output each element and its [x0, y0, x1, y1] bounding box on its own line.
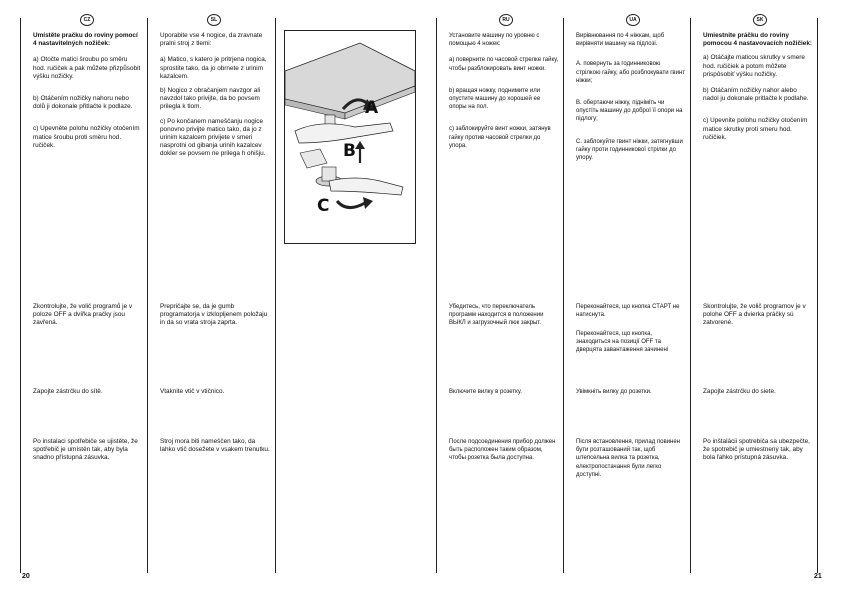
instructions-block	[703, 32, 813, 146]
column-ru	[449, 32, 559, 552]
socket-note: После подсоединения прибор должен быть расположен таким образом, чтобы розетка была доступна.	[449, 439, 556, 462]
language-badge-ua: UA	[626, 14, 640, 26]
check-text: Переконайтеся, що кнопка СТАРТ не натиснута.	[576, 304, 680, 319]
page-number: 21	[814, 573, 822, 580]
instruction-step-b: b) вращая ножку, поднимите или опустите машину до хорошей ее опоры на пол.	[449, 87, 541, 111]
instruction-step-c: c) заблокируйте винт ножки, затянув гайку против часовой стрелки до упора.	[449, 126, 551, 149]
column-sl	[160, 32, 272, 552]
instruction-step-a: a) Otáčajte maticou skrutky v smere hod. ručičiek a potom môžete prispôsobiť výšku nožičky.	[703, 54, 805, 78]
column-divider	[563, 18, 564, 573]
check-text: Убедитесь, что переключатель программ находится в положении ВЫКЛ и загрузочный люк закрыт.	[449, 304, 544, 327]
language-badge-ru: RU	[499, 14, 513, 26]
instruction-step-b: b) Otáčaním nožičky nahor alebo nadol ju dokonale pritlačte k podlahe.	[703, 87, 809, 103]
instructions-block	[449, 32, 559, 154]
plug-text: Zapojte zástrčku do siete.	[703, 388, 776, 395]
socket-note: Po instalaci spotřebiče se ujistěte, že spotřebič je umístěn tak, aby byla snadno přístupná zásuvka.	[33, 438, 138, 462]
socket-note: Po inštalácii spotrebiča sa ubezpečte, že spotrebič je umiestnený tak, aby bola ľahko prístupná zásuvka.	[703, 438, 810, 462]
column-cz	[33, 32, 141, 552]
leveling-illustration	[285, 31, 415, 243]
column-sk	[703, 32, 813, 552]
right-margin-line	[817, 18, 818, 573]
column-ua	[576, 32, 686, 552]
figure-label-c: C	[317, 196, 330, 216]
check-text: Zkontrolujte, že volič programů je v poloze OFF a dvířka pračky jsou zavřená.	[33, 303, 133, 327]
language-badge-sl: SL	[207, 14, 221, 26]
right-page	[421, 0, 842, 595]
instruction-step-a: A. повернуть за годинниковою стрілкою гайку, або розблокувати гвинт ніжки;	[576, 61, 685, 84]
check-text-2: Переконайтеся, що кнопка, знаходиться на позиції OFF та дверцята завантаження зачинені	[576, 331, 669, 354]
column-divider	[275, 18, 276, 573]
instruction-intro: Umístěte pračku do roviny pomocí 4 nastavitelných nožiček:	[33, 32, 138, 48]
instruction-step-b: B. обертаючи ніжку, підніміть чи опустіть машину до доброї її опори на підлогу;	[576, 100, 683, 123]
language-badge-sk: SK	[753, 14, 767, 26]
socket-note: Після встановлення, прилад повинен бути розташований так, щоб штепсельна вилка та розетка, електропостачання були легко доступні.	[576, 439, 680, 478]
socket-note: Stroj mora biti nameščen tako, da lahko vtič dosežete v vsakem trenutku.	[160, 438, 270, 454]
left-margin-line	[436, 18, 437, 573]
plug-text: Vtaknite vtič v vtičnico.	[160, 388, 225, 395]
instruction-step-c: c) Upevněte polohu nožičky otočením matice šroubu proti směru hod. ručiček.	[33, 125, 140, 149]
instruction-step-c: C. заблокуйте гвинт ніжки, затягнувши гайку проти годинникової стрілки до упору.	[576, 138, 683, 162]
check-text: Prepričajte se, da je gumb programatorja v izklopljenem položaju in da so vrata stroja zaprta.	[160, 303, 268, 327]
instruction-step-a: a) Matico, s katero je pritrjena nogica, sprostite tako, da jo obrnete z urinim kazalcem.	[160, 56, 267, 80]
instruction-intro: Вирівнювання по 4 ніжкам, щоб вирівняти машину на підлозі.	[576, 33, 665, 48]
instructions-block	[33, 32, 141, 154]
plug-text: Zapojte zástrčku do sítě.	[33, 388, 103, 395]
instruction-step-c: c) Po končanem nameščanju nogice ponovno privijte matico tako, da jo z urinim kazalcem privijete v smeri nasprotni od gibanja urinih kazalcev dokler se povsem ne prilega h ohišju.	[160, 117, 266, 158]
language-badge-cz: CZ	[80, 14, 94, 26]
leveling-feet-figure	[284, 30, 416, 244]
instruction-intro: Umiestnite práčku do roviny pomocou 4 nastavovacích nožičiek:	[703, 32, 813, 48]
plug-text: Увімкніть вилку до розетки.	[576, 389, 652, 395]
instruction-step-b: b) Nogico z obračanjem navzgor ali navzdol tako privijte, da bo povsem prilegla k tlom.	[160, 87, 261, 111]
figure-label-b: B	[343, 141, 356, 161]
column-divider	[690, 18, 691, 573]
instruction-step-a: a) поверните по часовой стрелке гайку, чтобы разблокировать винт ножки.	[449, 57, 559, 72]
column-divider	[147, 18, 148, 573]
instruction-step-a: a) Otočte matici šroubu po směru hod. ručiček a pak můžete přizpůsobit výšku nožičky.	[33, 56, 141, 80]
instruction-intro: Uporabite vse 4 nogice, da zravnate pralni stroj z tlemi:	[160, 32, 263, 48]
instruction-intro: Установите машину по уровню с помощью 4 ножек:	[449, 33, 540, 48]
left-margin-line	[20, 18, 21, 573]
instruction-step-b: b) Otáčením nožičky nahoru nebo dolů ji dokonale přitlačte k podlaze.	[33, 95, 133, 111]
instructions-block	[576, 32, 686, 166]
check-text: Skontrolujte, že volič programov je v polohe OFF a dvierka práčky sú zatvorené.	[703, 303, 806, 327]
instructions-block	[160, 32, 272, 163]
plug-text: Включите вилку в розетку.	[449, 389, 522, 395]
figure-label-a: A	[365, 98, 379, 118]
page-number: 20	[22, 573, 30, 580]
instruction-step-c: c) Upevnite polohu nožičky otočením matice skrutky proti smeru hod. ručičiek.	[703, 117, 808, 141]
